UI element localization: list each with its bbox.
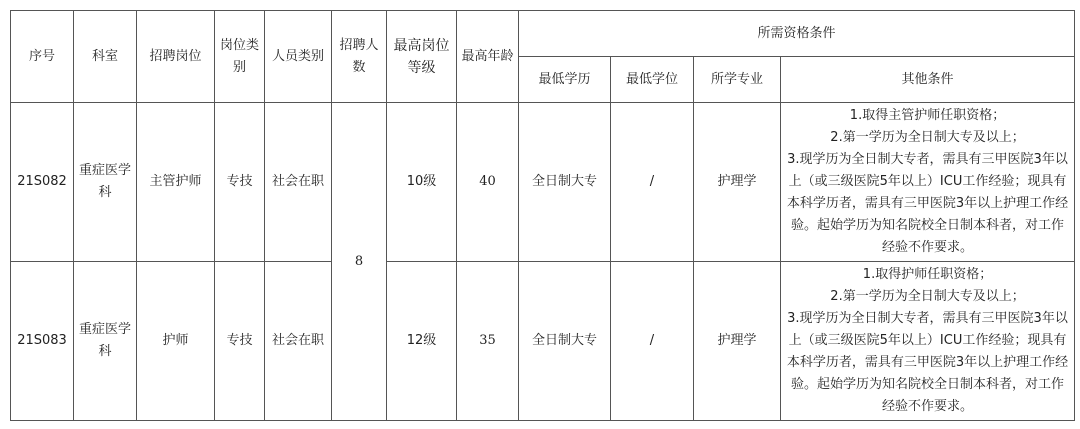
cell-seq: 21S083 xyxy=(11,262,74,421)
cell-major: 护理学 xyxy=(694,262,781,421)
cell-max-age: 35 xyxy=(457,262,519,421)
cell-max-level: 10级 xyxy=(387,103,457,262)
header-count: 招聘人数 xyxy=(332,11,387,103)
header-max-level: 最高岗位等级 xyxy=(387,11,457,103)
condition-item: 2.第一学历为全日制大专及以上； xyxy=(830,289,1025,304)
cell-min-edu: 全日制大专 xyxy=(519,103,611,262)
recruitment-table xyxy=(10,10,1075,421)
header-other: 其他条件 xyxy=(781,57,1075,103)
cell-seq: 21S082 xyxy=(11,103,74,262)
cell-max-level: 12级 xyxy=(387,262,457,421)
condition-item: 3.现学历为全日制大专者，需具有三甲医院3年以上（或三级医院5年以上）ICU工作经验；现具有本科学历者，需具有三甲医院3年以上护理工作经验。起始学历为知名院校全日制本科者，对工作经验不作要求。 xyxy=(786,152,1069,255)
header-requirements: 所需资格条件 xyxy=(519,11,1075,57)
cell-staff-type: 社会在职 xyxy=(265,262,332,421)
header-min-edu: 最低学历 xyxy=(519,57,611,103)
condition-item: 3.现学历为全日制大专者，需具有三甲医院3年以上（或三级医院5年以上）ICU工作经验；现具有本科学历者，需具有三甲医院3年以上护理工作经验。起始学历为知名院校全日制本科者，对工作经验不作要求。 xyxy=(786,311,1069,414)
header-pos-type: 岗位类别 xyxy=(215,11,265,103)
header-major: 所学专业 xyxy=(694,57,781,103)
condition-item: 1.取得护师任职资格； xyxy=(862,267,993,282)
cell-position: 护师 xyxy=(137,262,215,421)
condition-item: 1.取得主管护师任职资格； xyxy=(849,108,1006,123)
table-row xyxy=(11,262,1075,421)
cell-pos-type: 专技 xyxy=(215,262,265,421)
cell-other-conditions xyxy=(781,262,1075,421)
header-position: 招聘岗位 xyxy=(137,11,215,103)
cell-other-conditions xyxy=(781,103,1075,262)
condition-item: 2.第一学历为全日制大专及以上； xyxy=(830,130,1025,145)
cell-min-edu: 全日制大专 xyxy=(519,262,611,421)
cell-pos-type: 专技 xyxy=(215,103,265,262)
cell-dept: 重症医学科 xyxy=(74,103,137,262)
cell-count: 8 xyxy=(332,103,387,421)
cell-position: 主管护师 xyxy=(137,103,215,262)
header-min-degree: 最低学位 xyxy=(611,57,694,103)
header-staff-type: 人员类别 xyxy=(265,11,332,103)
cell-max-age: 40 xyxy=(457,103,519,262)
header-seq: 序号 xyxy=(11,11,74,103)
cell-min-degree: / xyxy=(611,262,694,421)
cell-major: 护理学 xyxy=(694,103,781,262)
cell-staff-type: 社会在职 xyxy=(265,103,332,262)
cell-min-degree: / xyxy=(611,103,694,262)
table-row xyxy=(11,103,1075,262)
cell-dept: 重症医学科 xyxy=(74,262,137,421)
header-max-age: 最高年龄 xyxy=(457,11,519,103)
header-dept: 科室 xyxy=(74,11,137,103)
